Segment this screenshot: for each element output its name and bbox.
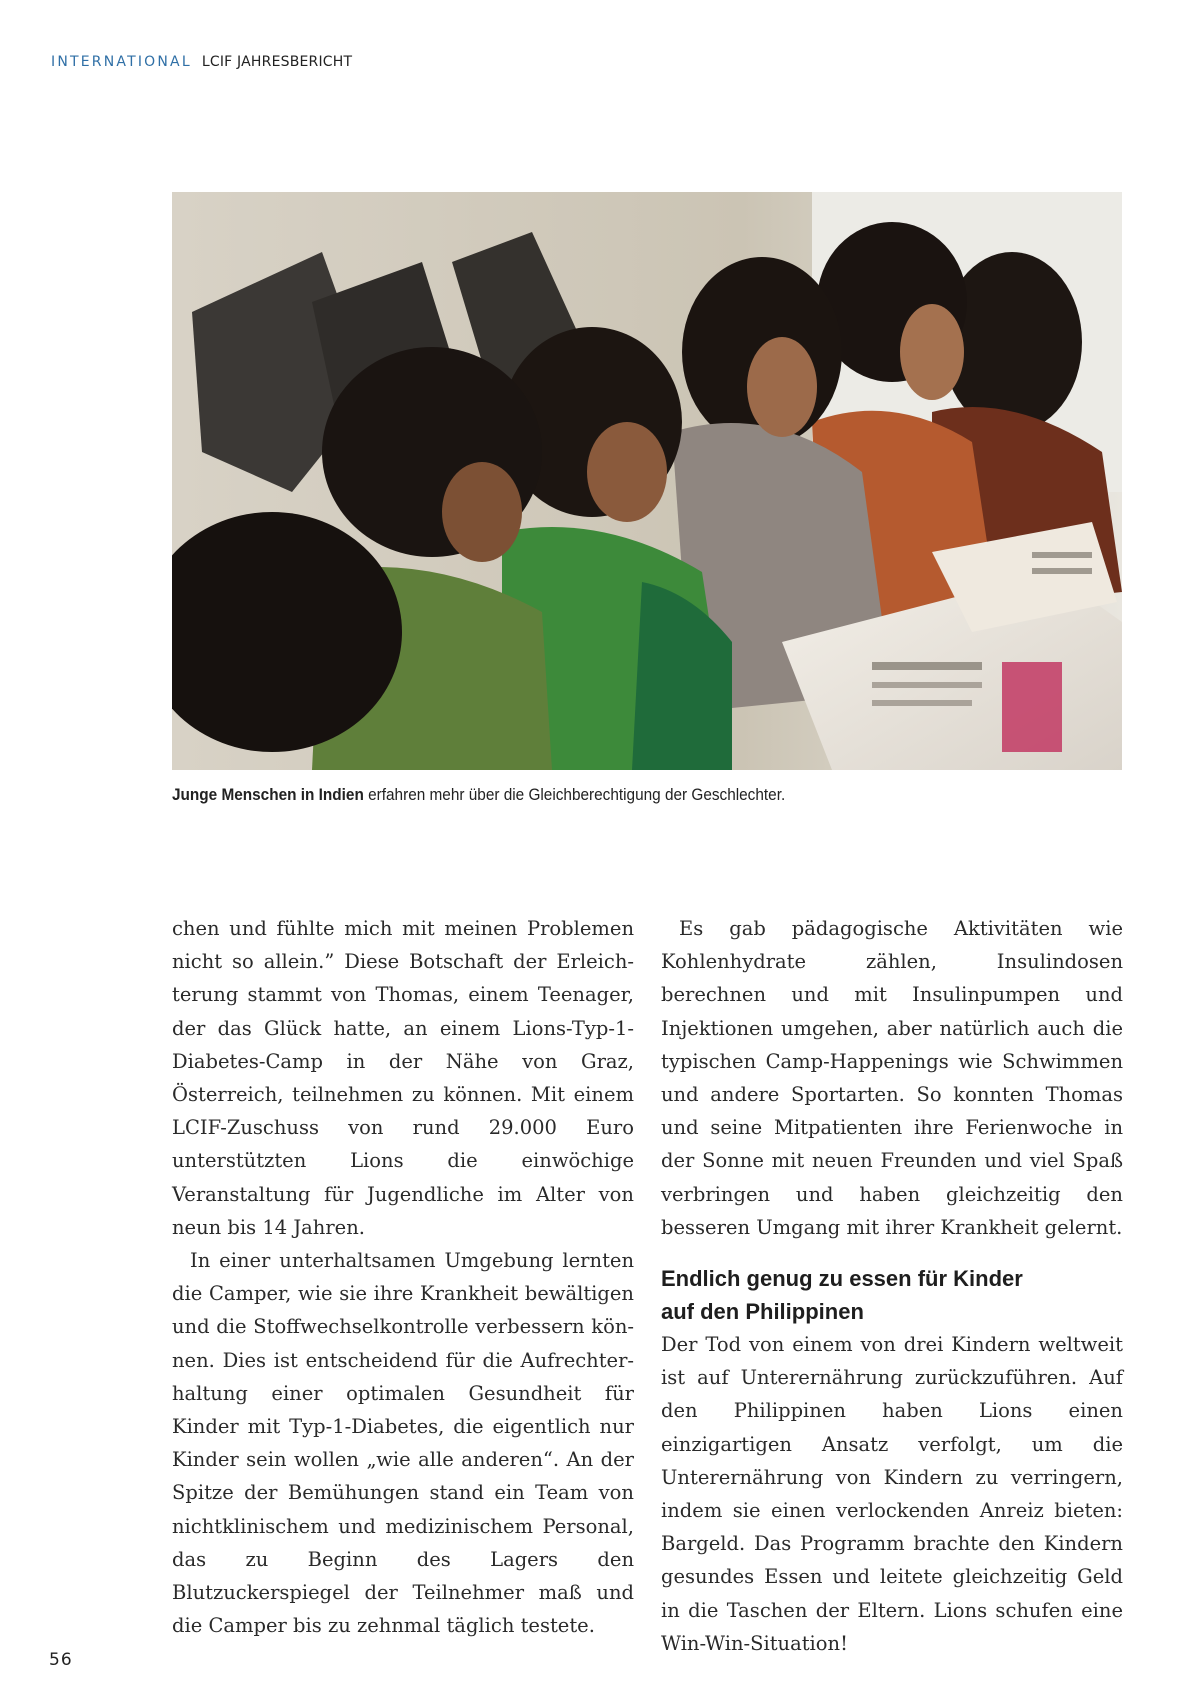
left-column xyxy=(172,912,634,1642)
right-paragraph-1: Es gab pädagogische Aktivitäten wie Kohlenhydrate zählen, Insulindosen berechnen und mit Insulinpumpen und Injektionen umgehen, aber natürlich auch die typischen Camp-Happenings wie Schwimmen und andere Sportarten. So konnten Thomas und seine Mitpatienten ihre Ferienwoche in der Sonne mit neuen Freunden und viel Spaß verbringen und haben gleichzeitig den besseren Umgang mit ihrer Krankheit gelernt. xyxy=(661,917,1123,1239)
photo-caption xyxy=(172,786,1009,805)
caption-text: erfahren mehr über die Gleichberechtigung der Geschlechter. xyxy=(363,786,786,804)
right-paragraph-2: Der Tod von einem von drei Kindern weltweit ist auf Unterernährung zurückzuführen. Auf den Philippinen haben Lions einen einzigartigen Ansatz verfolgt, um die Unterernährung von Kindern zu verringern, indem sie einen verlockenden Anreiz bieten: Bargeld. Das Programm brachte den Kindern gesundes Essen und leitete gleichzeitig Geld in die Taschen der Eltern. Lions schufen eine Win-Win-Situation! xyxy=(661,1333,1123,1655)
header-section: INTERNATIONAL xyxy=(51,54,192,70)
caption-bold-lead: Junge Menschen in Indien xyxy=(172,786,364,804)
photo-women-reading xyxy=(172,192,1122,770)
left-paragraph-1: chen und fühlte mich mit meinen Problemen nicht so allein.” Diese Botschaft der Erleichterung stammt von Thomas, einem Teenager, der das Glück hatte, an einem Lions-Typ-1-Diabetes-Camp in der Nähe von Graz, Österreich, teilnehmen zu können. Mit einem LCIF-Zuschuss von rund 29.000 Euro unterstützten Lions die einwöchige Veranstaltung für Jugendliche im Alter von neun bis 14 Jahren. xyxy=(172,917,634,1239)
running-header xyxy=(51,54,352,70)
section-heading xyxy=(661,1262,1123,1328)
left-paragraph-2: In einer unterhaltsamen Umgebung lernten die Camper, wie sie ihre Krankheit bewältigen und die Stoffwechselkontrolle verbessern können. Dies ist entscheidend für die Aufrechterhaltung einer optimalen Gesundheit für Kinder mit Typ-1-Diabetes, die eigentlich nur Kinder sein wollen „wie alle anderen“. An der Spitze der Bemühungen stand ein Team von nichtklinischem und medizinischem Personal, das zu Beginn des Lagers den Blutzuckerspiegel der Teilnehmer maß und die Camper bis zu zehnmal täglich testete. xyxy=(172,1249,634,1638)
right-column xyxy=(661,912,1123,1660)
page-number: 56 xyxy=(49,1650,73,1670)
section-heading-line-2: auf den Philippinen xyxy=(661,1299,864,1325)
section-heading-line-1: Endlich genug zu essen für Kinder xyxy=(661,1266,1023,1292)
header-report-title: LCIF JAHRESBERICHT xyxy=(201,54,353,70)
